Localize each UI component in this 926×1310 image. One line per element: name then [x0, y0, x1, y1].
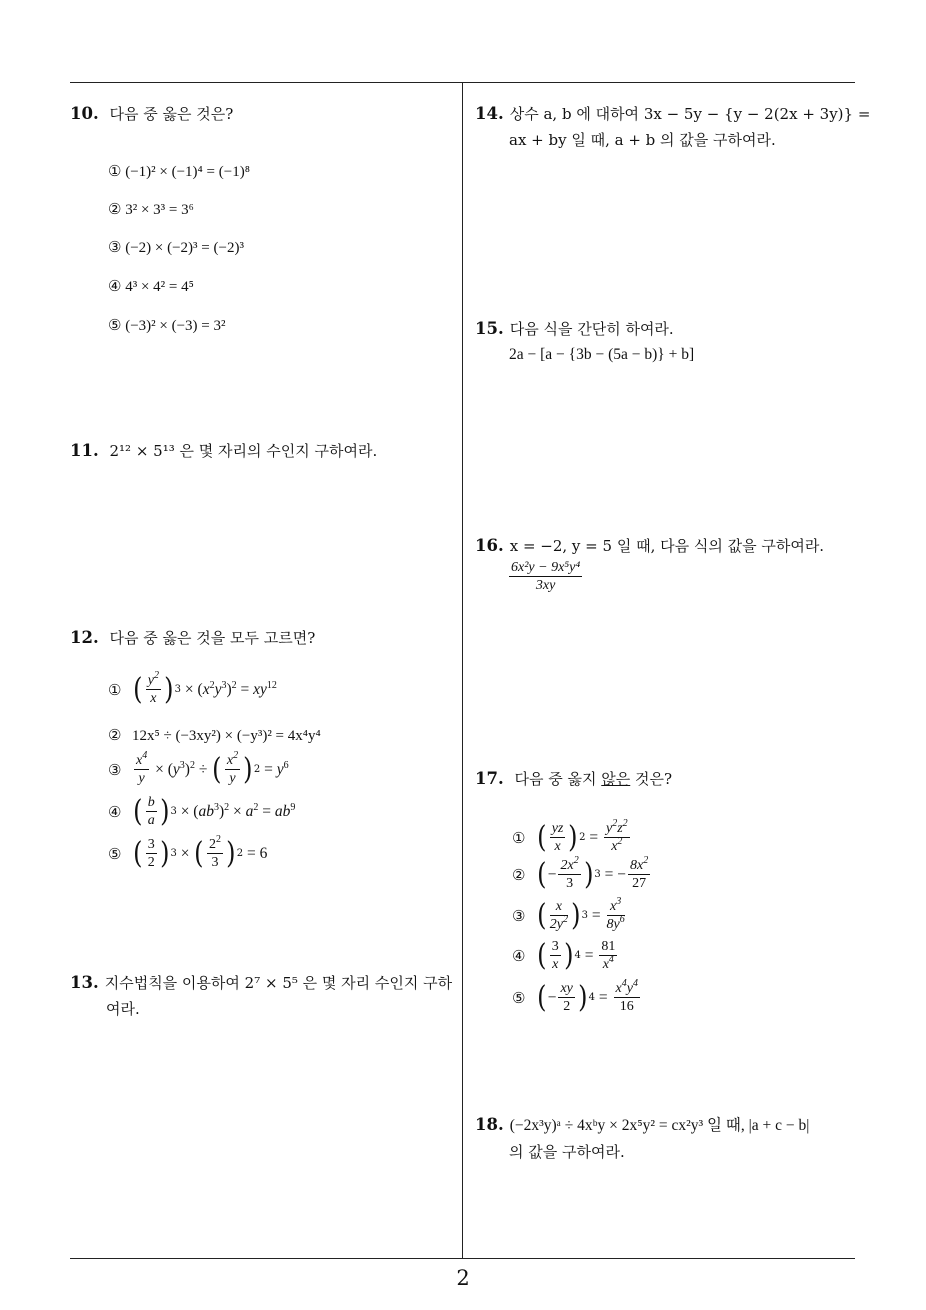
question-18 — [475, 1114, 860, 1163]
question-17 — [475, 768, 672, 790]
question-number: 16. — [475, 536, 504, 555]
q17-option-1[interactable]: ① ( $\frac{yz}{x}$ ) 2 = $\frac{y^2z^2}{x^2}$ — [512, 818, 628, 855]
option-expr: 12x⁵ ÷ (−3xy²) × (−y³)² = 4x⁴y⁴ — [132, 728, 321, 744]
question-13 — [70, 972, 458, 1020]
q10-option-1[interactable]: ① (−1)² × (−1)⁴ = (−1)⁸ — [108, 164, 250, 180]
option-marker: ③ — [108, 760, 122, 779]
question-text-line2: ax + by 일 때, a + b 의 값을 구하여라. — [509, 131, 776, 149]
fraction-denominator: 3xy — [535, 578, 556, 593]
q17-option-5[interactable]: ⑤ ( − $\frac{xy}{2}$ ) 4 = $\frac{x^4y^4}{16}$ — [512, 978, 638, 1015]
question-14 — [475, 103, 871, 151]
q12-option-1[interactable]: ① ( $\frac{y^2}{x}$ ) 3 × $(x^2y^3)^2 = xy^{12}$ — [108, 670, 277, 707]
question-text-after: 것은? — [630, 770, 673, 788]
question-text-before: 다음 중 옳지 — [514, 770, 602, 788]
question-16 — [475, 535, 824, 594]
option-marker: ④ — [512, 946, 526, 965]
option-marker: ④ — [108, 802, 122, 821]
option-marker: ③ — [512, 906, 526, 925]
question-number: 12. — [70, 628, 99, 647]
q10-option-4[interactable]: ④ 4³ × 4² = 4⁵ — [108, 279, 194, 295]
question-text: 2¹² × 5¹³ 은 몇 자리의 수인지 구하여라. — [109, 442, 378, 460]
question-text-line1: (−2x³y)ᵃ ÷ 4xᵇy × 2x⁵y² = cx²y³ 일 때, |a + c − b| — [509, 1117, 810, 1134]
question-15 — [475, 318, 694, 366]
page-number: 2 — [456, 1266, 470, 1290]
fraction-numerator: 6x²y − 9x⁵y⁴ — [511, 560, 581, 575]
question-number: 13. — [70, 973, 99, 992]
question-10 — [70, 103, 233, 125]
option-marker: ① — [108, 680, 122, 699]
question-number: 10. — [70, 104, 99, 123]
option-marker: ⑤ — [108, 844, 122, 863]
question-text-line1: 지수법칙을 이용하여 2⁷ × 5⁵ 은 몇 자리 수인지 구하 — [104, 974, 453, 992]
question-number: 11. — [70, 441, 99, 460]
bottom-rule — [70, 1258, 855, 1259]
question-text-underlined: 않은 — [601, 770, 631, 788]
question-11 — [70, 440, 377, 462]
q17-option-2[interactable]: ② ( − $\frac{2x^2}{3}$ ) 3 = − $\frac{8x^2}{27}$ — [512, 855, 649, 892]
q12-option-2[interactable] — [108, 726, 321, 745]
question-text: 다음 식을 간단히 하여라. — [509, 320, 674, 338]
question-text-line1: 상수 a, b 에 대하여 3x − 5y − {y − 2(2x + 3y)} = — [509, 105, 871, 123]
question-12 — [70, 627, 315, 649]
q12-option-5[interactable]: ⑤ ( $\frac{3}{2}$ ) 3 × ( $\frac{2^2}{3}$ ) 2 = 6 — [108, 834, 268, 871]
question-text: x = −2, y = 5 일 때, 다음 식의 값을 구하여라. — [509, 537, 825, 555]
q17-option-3[interactable]: ③ ( $\frac{x}{2y^2}$ ) 3 = $\frac{x^3}{8y^6}$ — [512, 896, 625, 933]
question-text-line2: 여라. — [106, 1000, 140, 1018]
option-marker: ① — [512, 828, 526, 847]
question-text: 다음 중 옳은 것은? — [109, 105, 234, 123]
question-number: 14. — [475, 104, 504, 123]
q10-option-2[interactable]: ② 3² × 3³ = 3⁶ — [108, 202, 194, 218]
q12-option-4[interactable]: ④ ( $\frac{b}{a}$ ) 3 × $(ab^3)^2 \times a^2 = ab^9$ — [108, 793, 296, 829]
q12-option-3[interactable]: ③ $\frac{x^4}{y}$ × $(y^3)^2$ ÷ ( $\frac{x^2}{y}$ ) 2 = $y^6$ — [108, 750, 289, 787]
q10-option-3[interactable]: ③ (−2) × (−2)³ = (−2)³ — [108, 240, 244, 256]
question-text: 다음 중 옳은 것을 모두 고르면? — [109, 629, 316, 647]
question-expression: 2a − [a − {3b − (5a − b)} + b] — [509, 346, 695, 363]
question-number: 18. — [475, 1115, 504, 1134]
question-fraction — [509, 559, 582, 594]
option-marker: ② — [108, 728, 122, 744]
q10-option-5[interactable]: ⑤ (−3)² × (−3) = 3² — [108, 318, 226, 334]
q17-option-4[interactable]: ④ ( $\frac{3}{x}$ ) 4 = $\frac{81}{x^4}$ — [512, 937, 616, 973]
question-number: 15. — [475, 319, 504, 338]
option-marker: ⑤ — [512, 988, 526, 1007]
question-text-line2: 의 값을 구하여라. — [509, 1143, 625, 1161]
question-number: 17. — [475, 769, 504, 788]
column-divider — [462, 83, 463, 1258]
option-marker: ② — [512, 865, 526, 884]
